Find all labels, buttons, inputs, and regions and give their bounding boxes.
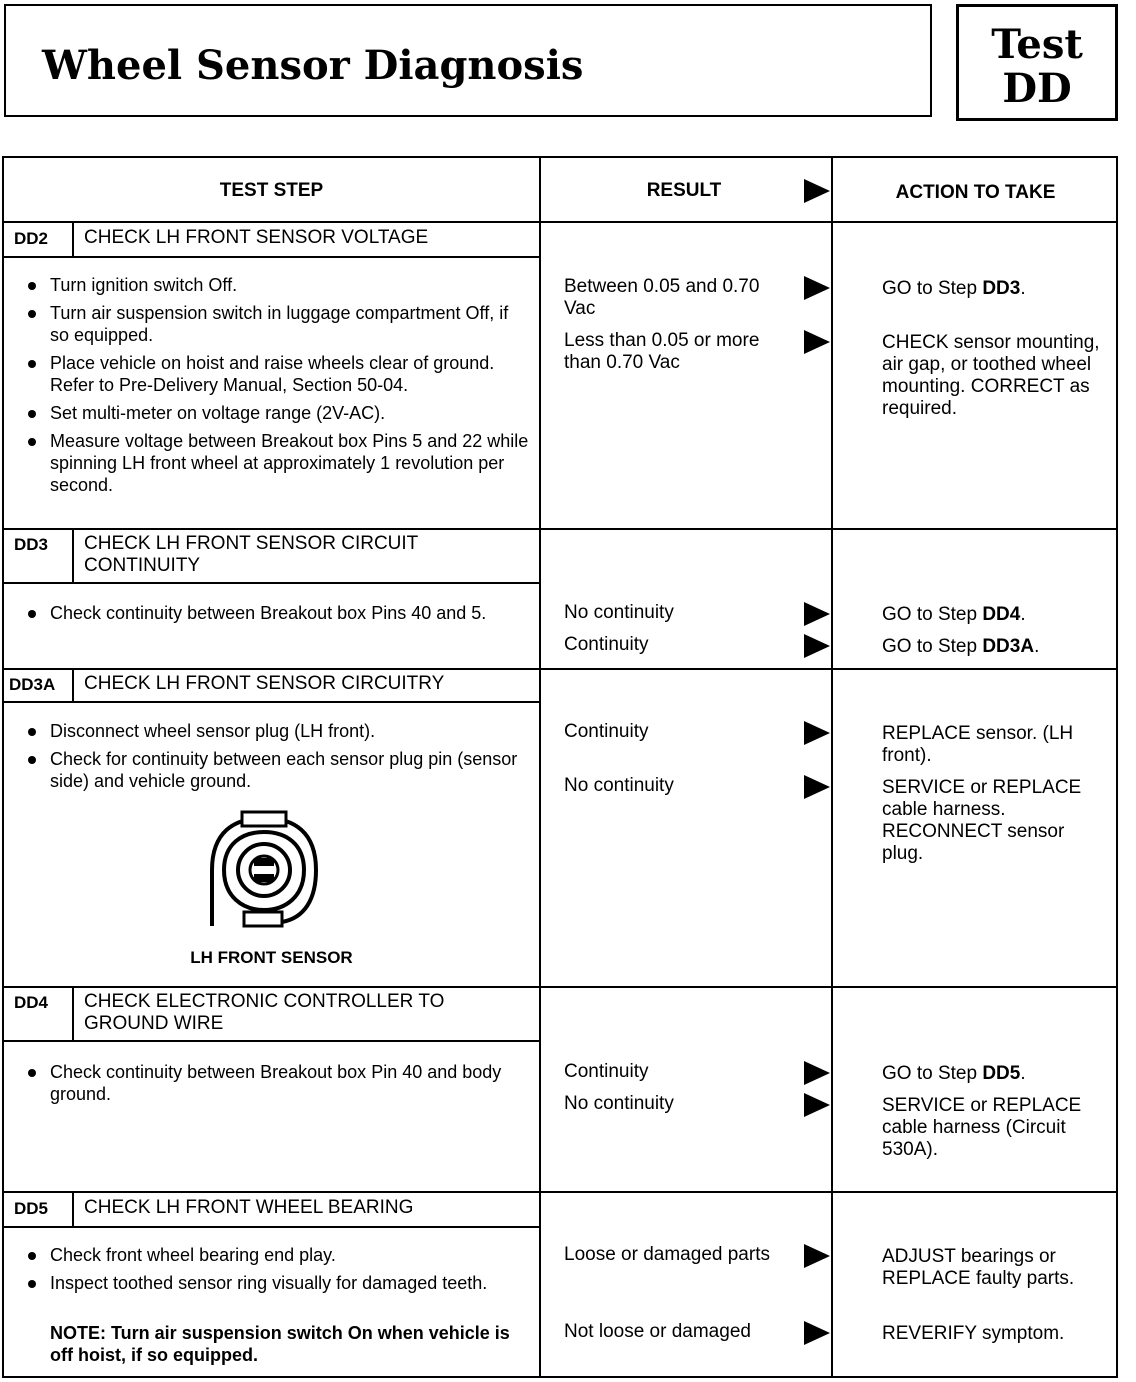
step-title-divider	[4, 256, 539, 258]
row-divider	[4, 668, 1116, 670]
step-title: CHECK ELECTRONIC CONTROLLER TO GROUND WIRE	[84, 991, 445, 1034]
step-id: DD4	[14, 993, 49, 1012]
step-instructions	[24, 1061, 529, 1111]
step-title: CHECK LH FRONT SENSOR CIRCUIT CONTINUITY	[84, 533, 418, 576]
result-text: Continuity	[564, 721, 649, 742]
result-text: No continuity	[564, 602, 674, 623]
page-title: Wheel Sensor Diagnosis	[42, 42, 584, 89]
list-item: Check continuity between Breakout box Pins 40 and 5.	[24, 602, 529, 624]
step-title-divider	[4, 701, 539, 703]
list-item: Check continuity between Breakout box Pin 40 and body ground.	[24, 1061, 529, 1105]
header-result: RESULT	[646, 180, 722, 201]
note	[50, 1322, 520, 1366]
col-divider	[539, 158, 541, 1376]
arrow-icon	[804, 1244, 830, 1268]
action-text: ADJUST bearings or REPLACE faulty parts.	[882, 1246, 1075, 1289]
action-text: SERVICE or REPLACE cable harness (Circuit 530A).	[882, 1095, 1082, 1160]
action-prefix: GO to Step	[882, 1063, 983, 1084]
result-text: Continuity	[564, 1061, 649, 1082]
result-text: Not loose or damaged	[564, 1321, 751, 1342]
action-prefix: GO to Step	[882, 604, 983, 625]
id-divider	[72, 1193, 74, 1227]
arrow-icon	[804, 276, 830, 300]
step-title: CHECK LH FRONT SENSOR VOLTAGE	[84, 227, 429, 248]
row-divider	[4, 1191, 1116, 1193]
list-item: Place vehicle on hoist and raise wheels clear of ground. Refer to Pre-Delivery Manual, Section 50-04.	[24, 352, 529, 396]
action-suffix: .	[1034, 636, 1040, 657]
action-text: REPLACE sensor. (LH front).	[882, 723, 1074, 766]
wheel-sensor-plug-icon	[204, 810, 324, 930]
action-prefix: GO to Step	[882, 278, 983, 299]
arrow-icon	[804, 1321, 830, 1345]
arrow-icon	[804, 1061, 830, 1085]
step-instructions	[24, 274, 529, 502]
step-link: DD4	[982, 604, 1021, 625]
step-link: DD3A	[982, 636, 1035, 657]
result-text: Loose or damaged parts	[564, 1244, 770, 1265]
action-prefix: GO to Step	[882, 636, 983, 657]
list-item: Check for continuity between each sensor plug pin (sensor side) and vehicle ground.	[24, 748, 529, 792]
action-text	[882, 278, 1107, 300]
action-text	[882, 604, 1107, 626]
action-text: REVERIFY symptom.	[882, 1323, 1065, 1344]
step-instructions	[24, 602, 529, 630]
id-divider	[72, 670, 74, 702]
list-item: Check front wheel bearing end play.	[24, 1244, 529, 1266]
result-text: Between 0.05 and 0.70 Vac	[564, 276, 760, 319]
id-divider	[72, 988, 74, 1041]
step-title-divider	[4, 582, 539, 584]
result-text: Less than 0.05 or more than 0.70 Vac	[564, 330, 760, 373]
arrow-icon	[804, 602, 830, 626]
row-divider	[4, 986, 1116, 988]
note-label: NOTE:	[50, 1323, 106, 1343]
arrow-icon	[804, 330, 830, 354]
step-title: CHECK LH FRONT WHEEL BEARING	[84, 1197, 414, 1218]
step-link: DD3	[982, 278, 1021, 299]
arrow-icon	[804, 179, 830, 203]
step-id: DD3A	[9, 675, 56, 694]
action-suffix: .	[1020, 278, 1026, 299]
list-item: Disconnect wheel sensor plug (LH front).	[24, 720, 529, 742]
step-id: DD5	[14, 1199, 49, 1218]
step-link: DD5	[982, 1063, 1021, 1084]
list-item: Turn ignition switch Off.	[24, 274, 529, 296]
row-divider	[4, 528, 1116, 530]
arrow-icon	[804, 634, 830, 658]
row-divider	[4, 221, 1116, 223]
list-item: Inspect toothed sensor ring visually for damaged teeth.	[24, 1272, 529, 1294]
list-item: Measure voltage between Breakout box Pins 5 and 22 while spinning LH front wheel at approximately 1 revolution per second.	[24, 430, 529, 496]
badge-line2: DD	[1002, 65, 1072, 112]
list-item: Turn air suspension switch in luggage compartment Off, if so equipped.	[24, 302, 529, 346]
figure-caption: LH FRONT SENSOR	[190, 948, 353, 967]
action-text: CHECK sensor mounting, air gap, or toothed wheel mounting. CORRECT as required.	[882, 332, 1100, 419]
arrow-icon	[804, 721, 830, 745]
step-title-divider	[4, 1226, 539, 1228]
action-text	[882, 636, 1107, 658]
badge-line1: Test	[991, 21, 1083, 68]
result-text: No continuity	[564, 775, 674, 796]
id-divider	[72, 530, 74, 583]
result-text: No continuity	[564, 1093, 674, 1114]
step-title-divider	[4, 1040, 539, 1042]
test-badge	[956, 4, 1118, 121]
arrow-icon	[804, 1093, 830, 1117]
action-text: SERVICE or REPLACE cable harness. RECONNECT sensor plug.	[882, 777, 1082, 864]
step-id: DD2	[14, 229, 49, 248]
result-text: Continuity	[564, 634, 649, 655]
list-item: Set multi-meter on voltage range (2V-AC).	[24, 402, 529, 424]
title-box	[4, 4, 932, 117]
id-divider	[72, 223, 74, 257]
col-divider	[831, 158, 833, 1376]
diagnosis-table	[2, 156, 1118, 1378]
step-title: CHECK LH FRONT SENSOR CIRCUITRY	[84, 673, 445, 694]
step-instructions	[24, 720, 529, 798]
note-text: Turn air suspension switch On when vehicle is off hoist, if so equipped.	[50, 1323, 510, 1365]
action-text	[882, 1063, 1107, 1085]
step-instructions	[24, 1244, 529, 1300]
arrow-icon	[804, 775, 830, 799]
action-suffix: .	[1020, 604, 1026, 625]
header-test-step: TEST STEP	[219, 180, 324, 201]
step-id: DD3	[14, 535, 49, 554]
action-suffix: .	[1020, 1063, 1026, 1084]
header-action: ACTION TO TAKE	[895, 182, 1056, 203]
